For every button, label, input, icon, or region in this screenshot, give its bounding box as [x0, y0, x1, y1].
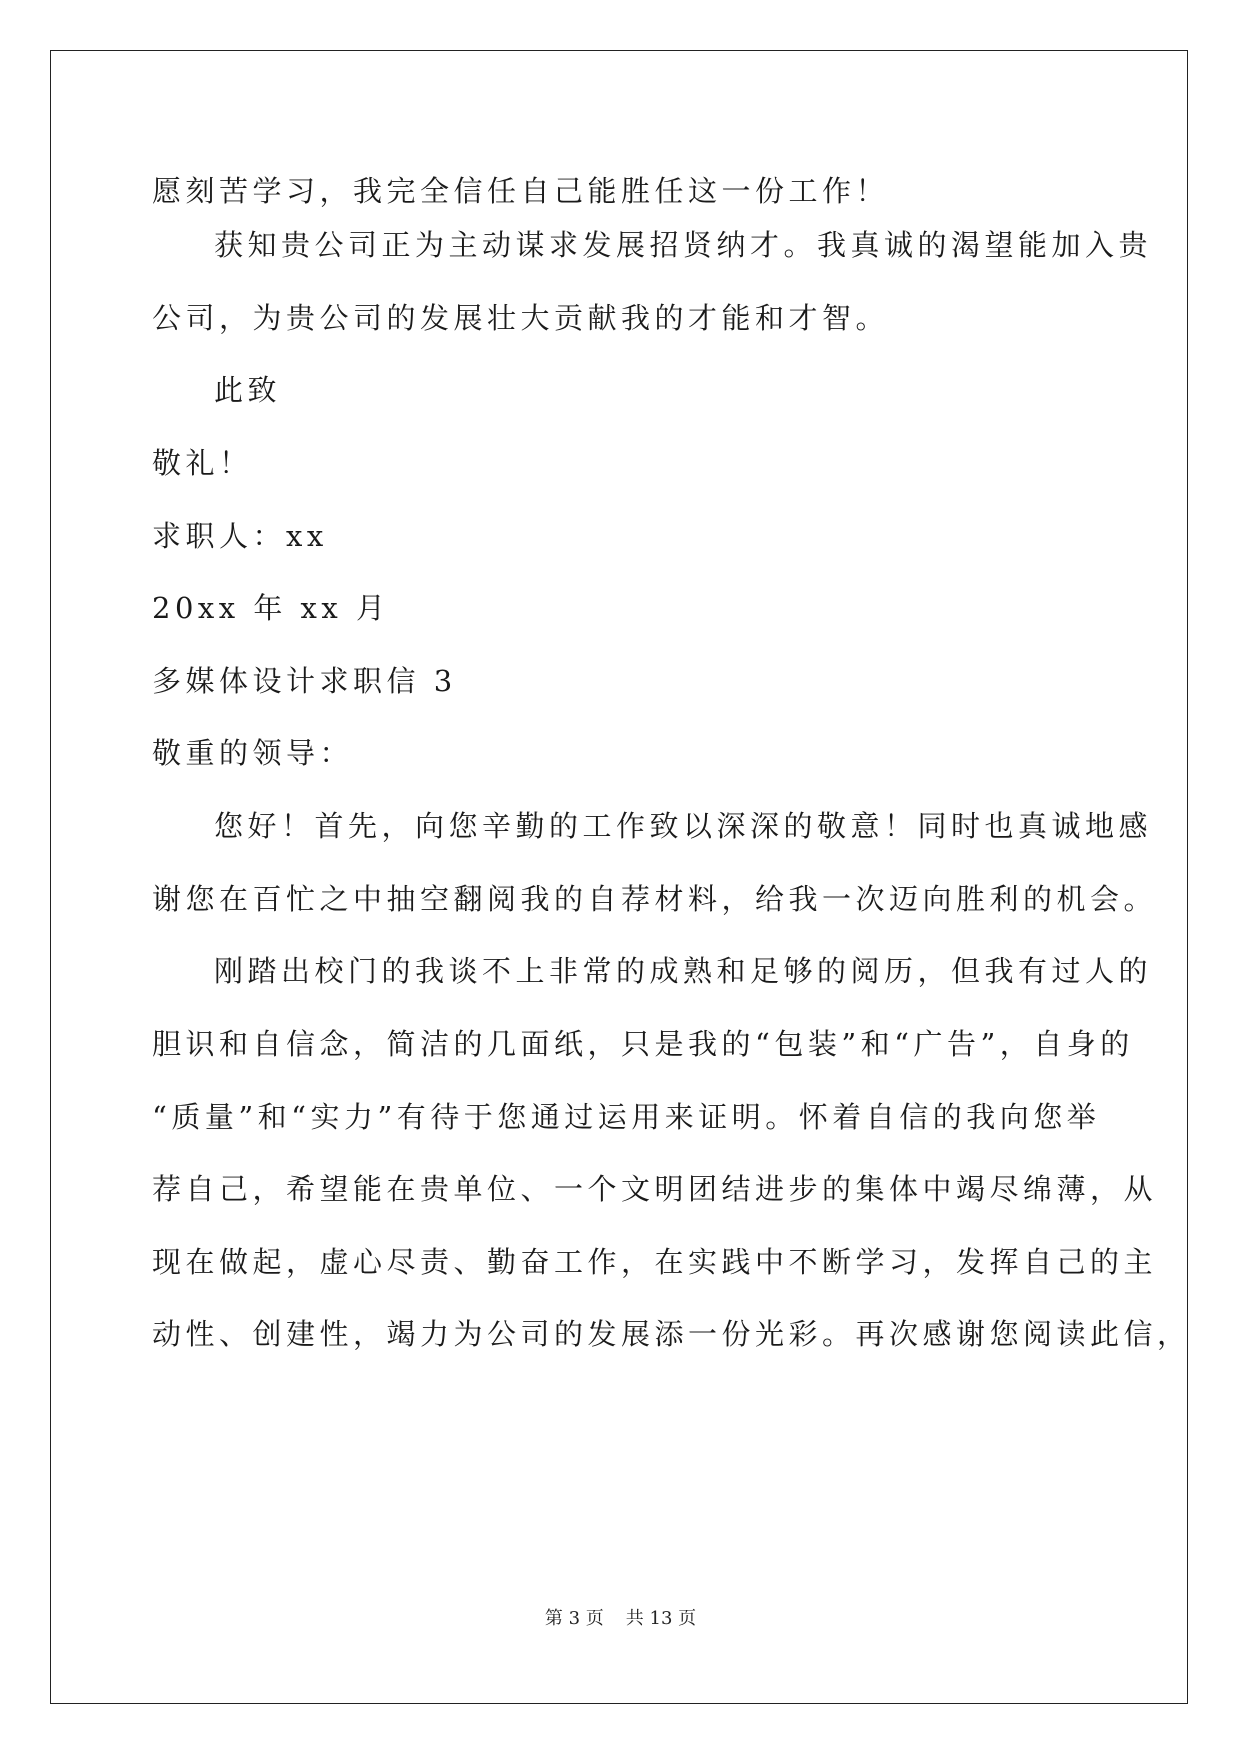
- body-line: 愿刻苦学习，我完全信任自己能胜任这一份工作！: [152, 174, 890, 208]
- page-number: 第 3 页: [544, 1608, 604, 1629]
- body-line: 谢您在百忙之中抽空翻阅我的自荐材料，给我一次迈向胜利的机会。: [152, 882, 1158, 916]
- body-line: 动性、创建性，竭力为公司的发展添一份光彩。再次感谢您阅读此信，: [152, 1317, 1191, 1351]
- page-total: 共 13 页: [625, 1608, 697, 1629]
- closing-phrase: 此致: [214, 373, 282, 407]
- date-line: 20xx 年 xx 月: [152, 591, 390, 625]
- body-line: 您好！首先，向您辛勤的工作致以深深的敬意！同时也真诚地感: [214, 809, 1153, 843]
- body-line: 公司，为贵公司的发展壮大贡献我的才能和才智。: [152, 301, 890, 335]
- body-line: 荐自己，希望能在贵单位、一个文明团结进步的集体中竭尽绵薄，从: [152, 1172, 1158, 1206]
- salutation: 敬礼！: [152, 446, 253, 480]
- body-line: 刚踏出校门的我谈不上非常的成熟和足够的阅历，但我有过人的: [214, 954, 1153, 988]
- applicant-signature: 求职人：xx: [152, 519, 328, 553]
- body-line: 胆识和自信念，简洁的几面纸，只是我的“包装”和“广告”，自身的: [152, 1027, 1134, 1061]
- greeting: 敬重的领导：: [152, 736, 354, 770]
- section-title: 多媒体设计求职信 3: [152, 664, 457, 698]
- body-line: “质量”和“实力”有待于您通过运用来证明。怀着自信的我向您举: [152, 1100, 1101, 1134]
- page-footer: [0, 1607, 1241, 1631]
- body-line: 现在做起，虚心尽责、勤奋工作，在实践中不断学习，发挥自己的主: [152, 1245, 1158, 1279]
- body-line: 获知贵公司正为主动谋求发展招贤纳才。我真诚的渴望能加入贵: [214, 228, 1153, 262]
